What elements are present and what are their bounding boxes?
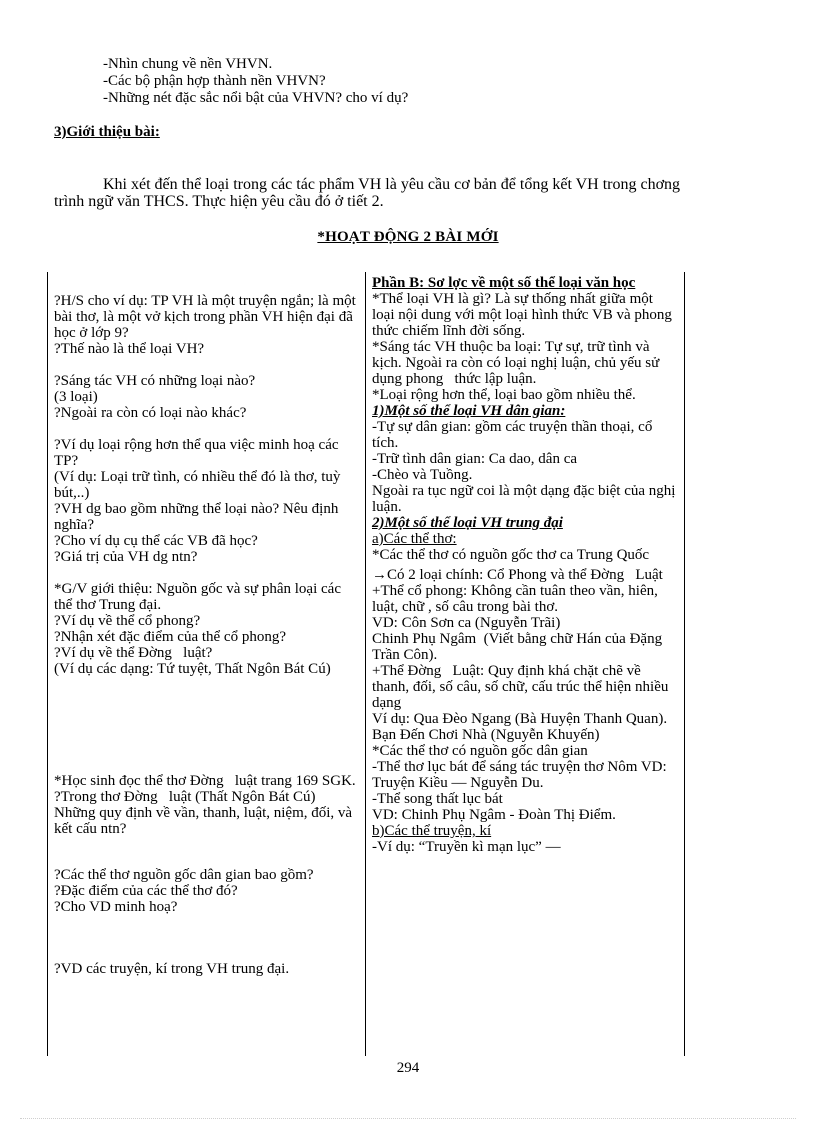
- content-line: Chinh Phụ Ngâm (Viết bằng chữ Hán của Đặng Trần Côn).: [372, 631, 666, 663]
- table-border-right: [684, 272, 685, 1056]
- question-block: [54, 581, 360, 677]
- question-line: ?Nhận xét đặc điểm của thể cổ phong?: [54, 629, 286, 645]
- table-border-middle: [365, 272, 366, 1056]
- question-line: *G/V giới thiệu: Nguồn gốc và sự phân loại các thể thơ Trung đại.: [54, 581, 345, 613]
- question-block: [54, 773, 360, 837]
- question-line: ?VH dg bao gồm những thể loại nào? Nêu định nghĩa?: [54, 501, 343, 533]
- part-heading: Phần B: Sơ lợc về một số thể loại văn học: [372, 275, 636, 291]
- content-line: *Thể loại VH là gì? Là sự thống nhất giữa một loại nội dung với một loại hình thức VB và phong thức chiếm lĩnh đời sống.: [372, 291, 684, 339]
- question-line: ?Ví dụ về thể Đờng luật?: [54, 645, 213, 661]
- intro-line: -Các bộ phận hợp thành nền VHVN?: [103, 73, 326, 89]
- question-line: (Ví dụ: Loại trữ tình, có nhiều thể đó là thơ, tuỳ bút,..): [54, 469, 345, 501]
- question-line: ?Trong thơ Đờng luật (Thất Ngôn Bát Cú) Những quy định về vần, thanh, luật, niệm, đối, và kết cấu ntn?: [54, 789, 356, 837]
- question-line: ?VD các truyện, kí trong VH trung đại.: [54, 961, 290, 977]
- intro-paragraph: Khi xét đến thể loại trong các tác phẩm VH là yêu cầu cơ bản để tổng kết VH trong chơng trình ngữ văn THCS. Thực hiện yêu cầu đó ở tiết 2.: [54, 176, 681, 210]
- question-line: ?Các thể thơ nguồn gốc dân gian bao gồm?: [54, 867, 314, 883]
- content-line: +Thể Đờng Luật: Quy định khá chặt chẽ về thanh, đối, số câu, số chữ, cấu trúc thể hiện nhiều dạng: [372, 663, 673, 711]
- teacher-questions-column: [54, 275, 360, 977]
- intro-list: [103, 56, 408, 107]
- question-line: *Học sinh đọc thể thơ Đờng luật trang 169 SGK.: [54, 773, 356, 789]
- lesson-content-column: [372, 275, 684, 855]
- content-line: +Thể cổ phong: Không cần tuân theo vần, hiên, luật, chữ , số câu trong bài thơ.: [372, 583, 662, 615]
- content-line: VD: Côn Sơn ca (Nguyễn Trãi): [372, 615, 561, 631]
- question-line: (Ví dụ các dạng: Tứ tuyệt, Thất Ngôn Bát Cú): [54, 661, 331, 677]
- question-line: ?Ví dụ loại rộng hơn thể qua việc minh hoạ các TP?: [54, 437, 342, 469]
- section-heading: 3)Giới thiệu bài:: [54, 124, 160, 140]
- content-line: -Ví dụ: “Truyền kì mạn lục” —: [372, 839, 561, 855]
- question-line: ?Thế nào là thể loại VH?: [54, 341, 205, 357]
- question-block: [54, 867, 360, 915]
- content-line: -Tự sự dân gian: gồm các truyện thần thoại, cổ tích.: [372, 419, 657, 451]
- question-line: ?Đặc điểm của các thể thơ đó?: [54, 883, 238, 899]
- content-line: *Các thể thơ có nguồn gốc thơ ca Trung Quốc: [372, 547, 650, 563]
- question-line: ?Giá trị của VH dg ntn?: [54, 549, 198, 565]
- content-line: *Các thể thơ có nguồn gốc dân gian: [372, 743, 588, 759]
- question-line: (3 loại): [54, 389, 98, 405]
- activity-heading: *HOẠT ĐỘNG 2 BÀI MỚI: [317, 229, 499, 245]
- question-line: ?Cho VD minh hoạ?: [54, 899, 178, 915]
- content-line: Ví dụ: Qua Đèo Ngang (Bà Huyện Thanh Quan).: [372, 711, 668, 727]
- content-line: -Chèo và Tuồng.: [372, 467, 473, 483]
- content-line: Ngoài ra tục ngữ coi là một dạng đặc biệt của nghị luận.: [372, 483, 680, 515]
- intro-line: -Nhìn chung về nền VHVN.: [103, 56, 273, 72]
- content-line: *Sáng tác VH thuộc ba loại: Tự sự, trữ tình và kịch. Ngoài ra còn có loại nghị luận, chủ yếu sử dụng phong thức lập luận.: [372, 339, 663, 387]
- content-line: VD: Chinh Phụ Ngâm - Đoàn Thị Điểm.: [372, 807, 616, 823]
- subsection-heading: 2)Một số thể loại VH trung đại: [372, 515, 563, 531]
- intro-line: -Những nét đặc sắc nổi bật của VHVN? cho ví dụ?: [103, 90, 409, 106]
- page-edge-divider: [20, 1118, 796, 1119]
- question-block: [54, 293, 360, 357]
- question-line: ?H/S cho ví dụ: TP VH là một truyện ngắn; là một bài thơ, là một vở kịch trong phần VH hiện đại đã học ở lớp 9?: [54, 293, 360, 341]
- content-line: Bạn Đến Chơi Nhà (Nguyễn Khuyến): [372, 727, 600, 743]
- content-line: *Loại rộng hơn thể, loại bao gồm nhiều thể.: [372, 387, 636, 403]
- question-line: ?Cho ví dụ cụ thể các VB đã học?: [54, 533, 258, 549]
- question-line: ?Ngoài ra còn có loại nào khác?: [54, 405, 247, 421]
- content-line: -Trữ tình dân gian: Ca dao, dân ca: [372, 451, 578, 467]
- content-line: -Thể song thất lục bát: [372, 791, 503, 807]
- subsection-subheading: a)Các thể thơ:: [372, 531, 457, 547]
- content-line: →Có 2 loại chính: Cổ Phong và thể Đờng Luật: [372, 567, 663, 583]
- question-line: ?Sáng tác VH có những loại nào?: [54, 373, 256, 389]
- question-block: [54, 961, 360, 977]
- table-border-left: [47, 272, 48, 1056]
- subsection-subheading: b)Các thể truyện, kí: [372, 823, 492, 839]
- question-block: [54, 437, 360, 565]
- question-block: [54, 373, 360, 421]
- page-number: 294: [396, 1060, 420, 1076]
- question-line: ?Ví dụ về thể cổ phong?: [54, 613, 201, 629]
- subsection-heading: 1)Một số thể loại VH dân gian:: [372, 403, 566, 419]
- content-line: -Thể thơ lục bát để sáng tác truyện thơ Nôm VD: Truyện Kiều — Nguyễn Du.: [372, 759, 671, 791]
